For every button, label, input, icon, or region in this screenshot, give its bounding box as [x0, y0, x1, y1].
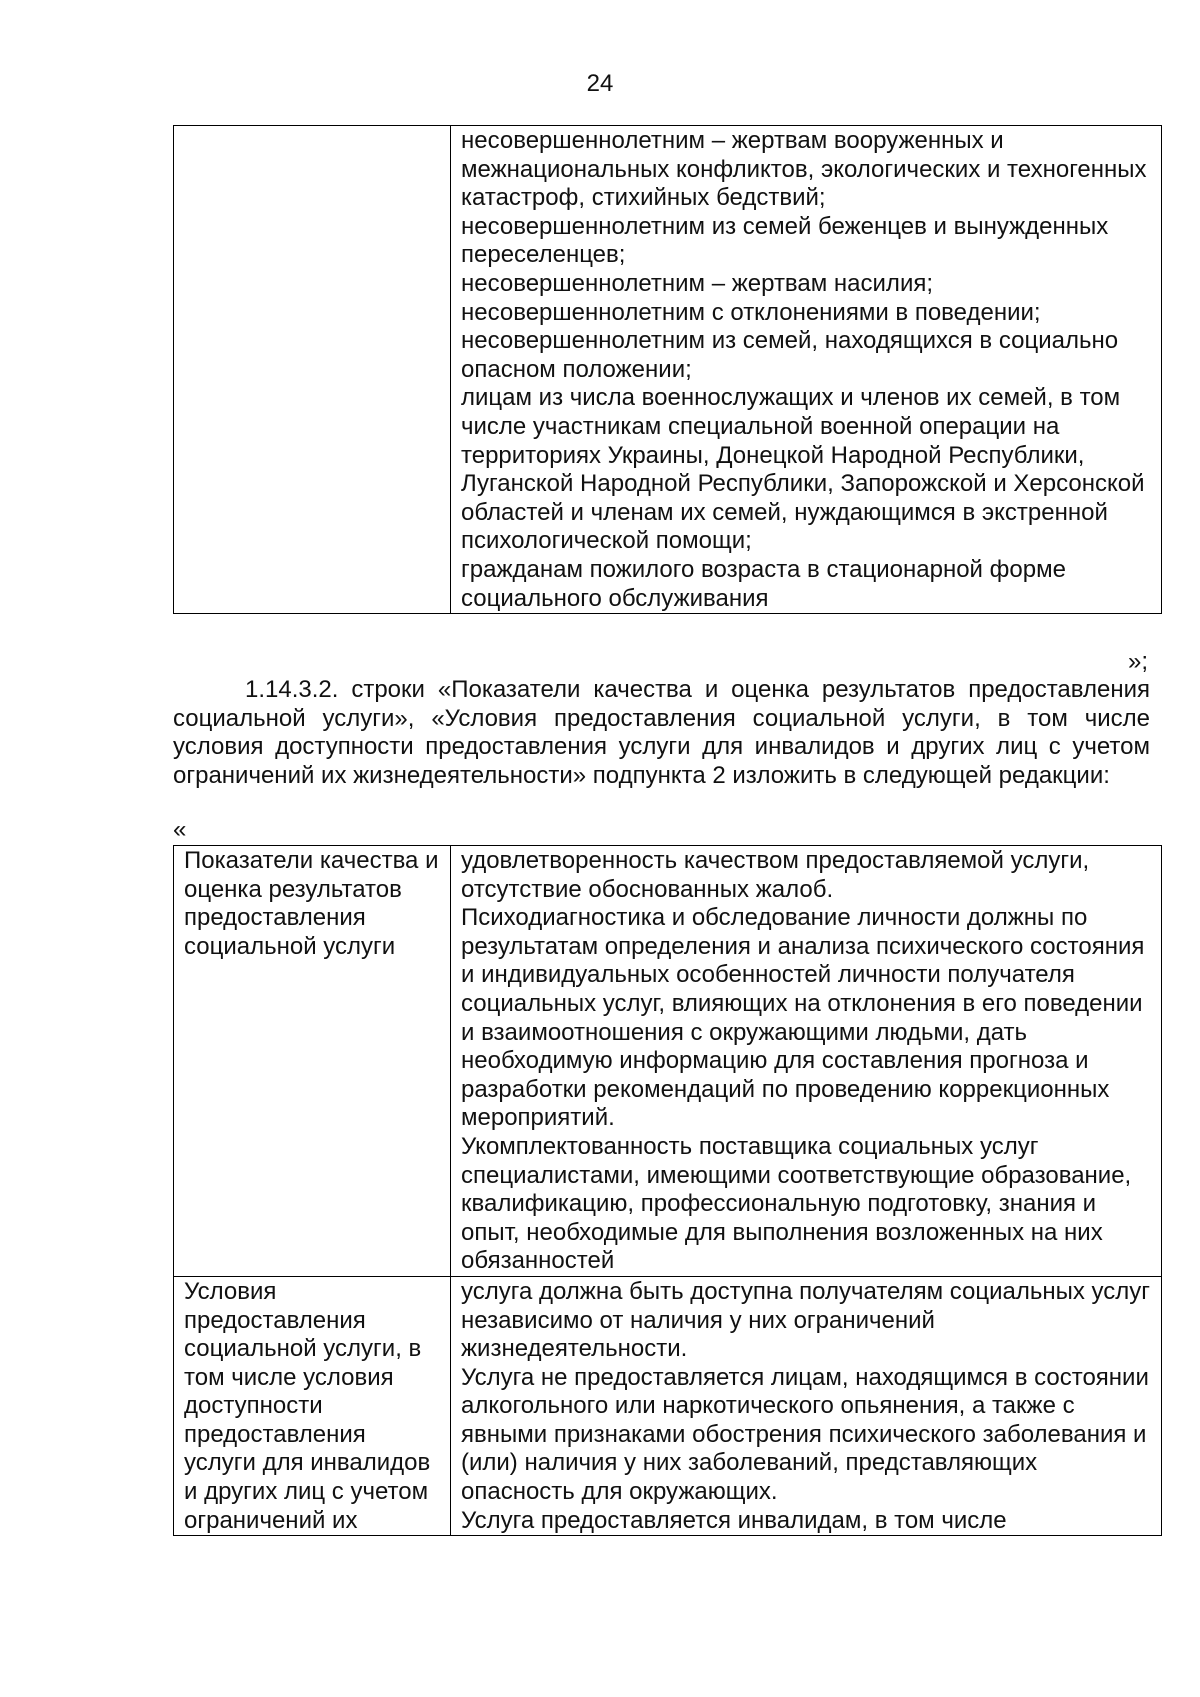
table-cell-left: [174, 126, 451, 614]
continuation-table: [173, 125, 1162, 614]
row-content-conditions: [451, 1276, 1162, 1535]
list-item: лицам из числа военнослужащих и членов их семей, в том числе участникам специальной военной операции на территориях Украины, Донецкой Народной Республики, Луганской Народной Республики, Запорожской и Херсонской областей и членам их семей, нуждающимся в экстренной психологической помощи;: [461, 384, 1145, 555]
paragraph-line: Укомплектованность поставщика социальных услуг специалистами, имеющими соответствующие образование, квалификацию, профессиональную подготовку, знания и опыт, необходимые для выполнения возложенных на них обязанностей: [461, 1132, 1132, 1275]
paragraph-line: Услуга предоставляется инвалидам, в том числе: [461, 1506, 1007, 1534]
row-heading-conditions: Условия предоставления социальной услуги, в том числе условия доступности предоставления услуги для инвалидов и других лиц с учетом ограничений их: [174, 1276, 451, 1535]
paragraph-line: услуга должна быть доступна получателям социальных услуг независимо от наличия у них ограничений жизнедеятельности.: [461, 1277, 1151, 1363]
amendment-paragraph: 1.14.3.2. строки «Показатели качества и оценка результатов предоставления социальной услуги», «Условия предоставления социальной услуги, в том числе условия доступности предоставления услуги для инвалидов и других лиц с учетом ограничений их жизнедеятельности» подпункта 2 изложить в следующей редакции:: [173, 676, 1150, 789]
table-row: [174, 126, 1162, 614]
opening-quote: «: [173, 816, 187, 843]
closing-quote: »;: [1127, 648, 1148, 675]
page-number: 24: [586, 70, 614, 97]
list-item: несовершеннолетним из семей беженцев и вынужденных переселенцев;: [461, 212, 1109, 269]
list-item: несовершеннолетним – жертвам вооруженных и межнациональных конфликтов, экологических и техногенных катастроф, стихийных бедствий;: [461, 127, 1147, 212]
table-cell-right: [451, 126, 1162, 614]
list-item: несовершеннолетним из семей, находящихся в социально опасном положении;: [461, 327, 1119, 383]
row-content-quality: [451, 846, 1162, 1277]
paragraph-line: удовлетворенность качеством предоставляемой услуги, отсутствие обоснованных жалоб.: [461, 847, 1090, 903]
table-row: [174, 1276, 1162, 1535]
service-table: [173, 845, 1162, 1536]
list-item: несовершеннолетним с отклонениями в поведении;: [461, 298, 1041, 326]
list-item: гражданам пожилого возраста в стационарной форме социального обслуживания: [461, 555, 1066, 612]
row-heading-quality: Показатели качества и оценка результатов предоставления социальной услуги: [174, 846, 451, 1277]
paragraph-line: Психодиагностика и обследование личности должны по результатам определения и анализа психического состояния и индивидуальных особенностей личности получателя социальных услуг, влияющих на отклонения в его поведении и взаимоотношения с окружающими людьми, дать необходимую информацию для составления прогноза и разработки рекомендаций по проведению коррекционных мероприятий.: [461, 904, 1145, 1132]
paragraph-line: Услуга не предоставляется лицам, находящимся в состоянии алкогольного или наркотического опьянения, а также с явными признаками обострения психического заболевания и (или) наличия у них заболеваний, представляющих опасность для окружающих.: [461, 1363, 1149, 1506]
table-row: [174, 846, 1162, 1277]
list-item: несовершеннолетним – жертвам насилия;: [461, 269, 934, 297]
